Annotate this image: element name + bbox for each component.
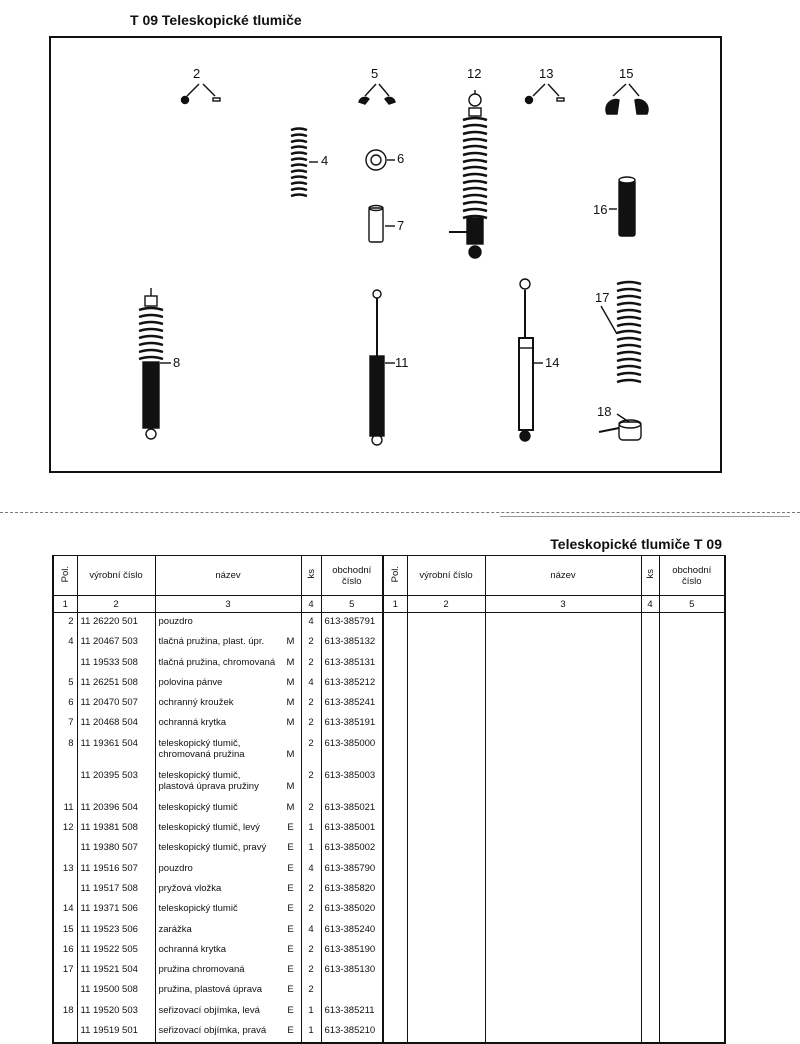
cell-obchodni: 613-385002 bbox=[321, 839, 383, 859]
header-ks: ks bbox=[301, 556, 321, 596]
table-row bbox=[53, 921, 725, 941]
column-number: 5 bbox=[321, 596, 383, 613]
group-code: E bbox=[287, 903, 294, 915]
cell-vyrobni: 11 20468 504 bbox=[77, 714, 155, 734]
cell-empty bbox=[659, 839, 725, 859]
group-code: M bbox=[286, 636, 295, 648]
header-obchodni-right: obchodní číslo bbox=[659, 556, 725, 596]
cell-empty bbox=[383, 900, 407, 920]
cell-vyrobni: 11 26220 501 bbox=[77, 613, 155, 634]
group-code: M bbox=[286, 748, 295, 760]
cell-ks: 4 bbox=[301, 613, 321, 634]
cell-empty bbox=[383, 941, 407, 961]
cell-empty bbox=[383, 1022, 407, 1043]
cell-empty bbox=[485, 735, 641, 767]
cell-pol: 16 bbox=[53, 941, 77, 961]
cell-nazev: teleskopický tlumič, plastová úprava pružiny M bbox=[155, 767, 301, 799]
cell-empty bbox=[641, 981, 659, 1001]
group-code bbox=[284, 616, 298, 627]
table-row bbox=[53, 714, 725, 734]
cell-vyrobni: 11 20396 504 bbox=[77, 799, 155, 819]
cell-empty bbox=[407, 694, 485, 714]
cell-empty bbox=[485, 633, 641, 653]
cell-vyrobni: 11 19522 505 bbox=[77, 941, 155, 961]
cell-empty bbox=[641, 613, 659, 634]
cell-empty bbox=[407, 1002, 485, 1022]
cell-obchodni: 613-385021 bbox=[321, 799, 383, 819]
table-row bbox=[53, 613, 725, 634]
table-row bbox=[53, 900, 725, 920]
cell-nazev: teleskopický tlumič E bbox=[155, 900, 301, 920]
callout-17: 17 bbox=[595, 290, 610, 305]
column-number: 3 bbox=[485, 596, 641, 613]
cell-empty bbox=[407, 860, 485, 880]
callout-8: 8 bbox=[173, 355, 181, 370]
header-nazev-right: název bbox=[485, 556, 641, 596]
callout-5: 5 bbox=[371, 66, 379, 81]
callout-6: 6 bbox=[397, 151, 405, 166]
cell-vyrobni: 11 19520 503 bbox=[77, 1002, 155, 1022]
cell-obchodni: 613-385020 bbox=[321, 900, 383, 920]
cell-empty bbox=[407, 981, 485, 1001]
table-row bbox=[53, 860, 725, 880]
cell-empty bbox=[659, 613, 725, 634]
cell-nazev: tlačná pružina, chromovaná M bbox=[155, 654, 301, 674]
group-code: E bbox=[287, 842, 294, 854]
cell-obchodni: 613-385130 bbox=[321, 961, 383, 981]
parts-illustration bbox=[51, 38, 724, 475]
cell-nazev: seřizovací objímka, pravá E bbox=[155, 1022, 301, 1043]
group-code: M bbox=[286, 697, 295, 709]
cell-pol: 13 bbox=[53, 860, 77, 880]
cell-nazev: teleskopický tlumič M bbox=[155, 799, 301, 819]
cell-empty bbox=[659, 941, 725, 961]
cell-vyrobni: 11 19517 508 bbox=[77, 880, 155, 900]
cell-nazev: ochranná krytka E bbox=[155, 941, 301, 961]
cell-empty bbox=[485, 1002, 641, 1022]
cell-ks: 2 bbox=[301, 981, 321, 1001]
cell-empty bbox=[383, 1002, 407, 1022]
cell-vyrobni: 11 19516 507 bbox=[77, 860, 155, 880]
cell-obchodni: 613-385001 bbox=[321, 819, 383, 839]
cell-empty bbox=[641, 674, 659, 694]
cell-vyrobni: 11 19371 506 bbox=[77, 900, 155, 920]
cell-empty bbox=[407, 900, 485, 920]
group-code: E bbox=[287, 984, 294, 996]
cell-empty bbox=[641, 1002, 659, 1022]
cell-empty bbox=[383, 839, 407, 859]
cell-ks: 2 bbox=[301, 735, 321, 767]
table-row bbox=[53, 654, 725, 674]
group-code: M bbox=[286, 801, 295, 813]
cell-empty bbox=[485, 767, 641, 799]
table-row bbox=[53, 819, 725, 839]
cell-vyrobni: 11 19523 506 bbox=[77, 921, 155, 941]
cell-empty bbox=[407, 961, 485, 981]
cell-empty bbox=[407, 941, 485, 961]
cell-ks: 2 bbox=[301, 633, 321, 653]
cell-empty bbox=[485, 900, 641, 920]
group-code: E bbox=[287, 822, 294, 834]
cell-empty bbox=[641, 900, 659, 920]
column-number: 3 bbox=[155, 596, 301, 613]
cell-empty bbox=[407, 921, 485, 941]
cell-pol: 7 bbox=[53, 714, 77, 734]
cell-ks: 4 bbox=[301, 674, 321, 694]
callout-18: 18 bbox=[597, 404, 612, 419]
header-vyrobni-right: výrobní číslo bbox=[407, 556, 485, 596]
callout-15: 15 bbox=[619, 66, 634, 81]
cell-nazev: ochranná krytka M bbox=[155, 714, 301, 734]
cell-empty bbox=[641, 839, 659, 859]
cell-empty bbox=[407, 880, 485, 900]
cell-obchodni: 613-385000 bbox=[321, 735, 383, 767]
cell-empty bbox=[383, 633, 407, 653]
cell-empty bbox=[641, 941, 659, 961]
cell-empty bbox=[485, 613, 641, 634]
cell-pol: 18 bbox=[53, 1002, 77, 1022]
cell-pol: 5 bbox=[53, 674, 77, 694]
table-row bbox=[53, 694, 725, 714]
cell-ks: 4 bbox=[301, 921, 321, 941]
group-code: M bbox=[286, 717, 295, 729]
table-row bbox=[53, 981, 725, 1001]
cell-nazev: pryžová vložka E bbox=[155, 880, 301, 900]
column-number: 2 bbox=[407, 596, 485, 613]
table-row bbox=[53, 633, 725, 653]
group-code: M bbox=[286, 656, 295, 668]
cell-nazev: teleskopický tlumič, chromovaná pružina M bbox=[155, 735, 301, 767]
parts-table-body bbox=[53, 613, 725, 1044]
cell-empty bbox=[383, 860, 407, 880]
cell-obchodni: 613-385212 bbox=[321, 674, 383, 694]
cell-empty bbox=[659, 694, 725, 714]
cell-vyrobni: 11 19519 501 bbox=[77, 1022, 155, 1043]
cell-empty bbox=[641, 799, 659, 819]
cell-empty bbox=[641, 819, 659, 839]
cell-empty bbox=[485, 981, 641, 1001]
cell-vyrobni: 11 20470 507 bbox=[77, 694, 155, 714]
cell-empty bbox=[659, 880, 725, 900]
callout-7: 7 bbox=[397, 218, 405, 233]
header-nazev: název bbox=[155, 556, 301, 596]
cell-obchodni: 613-385191 bbox=[321, 714, 383, 734]
cell-empty bbox=[485, 694, 641, 714]
cell-ks: 2 bbox=[301, 714, 321, 734]
cell-empty bbox=[659, 900, 725, 920]
cell-obchodni: 613-385131 bbox=[321, 654, 383, 674]
cell-empty bbox=[383, 735, 407, 767]
cell-empty bbox=[659, 799, 725, 819]
group-code: E bbox=[287, 882, 294, 894]
cell-empty bbox=[659, 674, 725, 694]
cell-empty bbox=[383, 654, 407, 674]
cell-empty bbox=[383, 981, 407, 1001]
cell-empty bbox=[485, 799, 641, 819]
cell-obchodni: 613-385241 bbox=[321, 694, 383, 714]
column-number: 4 bbox=[301, 596, 321, 613]
cell-empty bbox=[659, 654, 725, 674]
cell-empty bbox=[407, 613, 485, 634]
cell-ks: 1 bbox=[301, 839, 321, 859]
table-row bbox=[53, 674, 725, 694]
cell-empty bbox=[485, 654, 641, 674]
cell-pol: 8 bbox=[53, 735, 77, 767]
cell-empty bbox=[659, 735, 725, 767]
cell-empty bbox=[383, 767, 407, 799]
cell-vyrobni: 11 19381 508 bbox=[77, 819, 155, 839]
cell-empty bbox=[485, 941, 641, 961]
callout-12: 12 bbox=[467, 66, 482, 81]
cell-empty bbox=[383, 921, 407, 941]
cell-pol bbox=[53, 1022, 77, 1043]
cell-obchodni: 613-385003 bbox=[321, 767, 383, 799]
cell-pol: 2 bbox=[53, 613, 77, 634]
cell-empty bbox=[641, 767, 659, 799]
callout-2: 2 bbox=[193, 66, 201, 81]
cell-empty bbox=[641, 694, 659, 714]
header-ks-right: ks bbox=[641, 556, 659, 596]
cell-pol bbox=[53, 981, 77, 1001]
page-title: T 09 Teleskopické tlumiče bbox=[130, 12, 302, 28]
cell-pol bbox=[53, 839, 77, 859]
page-cut-line bbox=[0, 512, 800, 513]
cell-empty bbox=[641, 1022, 659, 1043]
cell-pol: 12 bbox=[53, 819, 77, 839]
cell-ks: 2 bbox=[301, 694, 321, 714]
cell-empty bbox=[485, 860, 641, 880]
cell-ks: 2 bbox=[301, 961, 321, 981]
cell-nazev: pružina, plastová úprava E bbox=[155, 981, 301, 1001]
cell-empty bbox=[407, 735, 485, 767]
cell-empty bbox=[659, 1002, 725, 1022]
cell-ks: 2 bbox=[301, 880, 321, 900]
cell-empty bbox=[485, 1022, 641, 1043]
cell-vyrobni: 11 26251 508 bbox=[77, 674, 155, 694]
cell-empty bbox=[641, 921, 659, 941]
cell-empty bbox=[383, 799, 407, 819]
cell-obchodni: 613-385190 bbox=[321, 941, 383, 961]
cell-obchodni: 613-385791 bbox=[321, 613, 383, 634]
cell-empty bbox=[407, 654, 485, 674]
group-code: M bbox=[286, 676, 295, 688]
table-row bbox=[53, 880, 725, 900]
cell-pol bbox=[53, 880, 77, 900]
cell-obchodni: 613-385210 bbox=[321, 1022, 383, 1043]
callout-14: 14 bbox=[545, 355, 560, 370]
cell-empty bbox=[383, 613, 407, 634]
header-vyrobni: výrobní číslo bbox=[77, 556, 155, 596]
table-row bbox=[53, 1022, 725, 1043]
cell-obchodni: 613-385820 bbox=[321, 880, 383, 900]
cell-empty bbox=[407, 714, 485, 734]
table-row bbox=[53, 961, 725, 981]
cell-empty bbox=[659, 921, 725, 941]
cell-vyrobni: 11 19521 504 bbox=[77, 961, 155, 981]
cell-nazev: tlačná pružina, plast. úpr. M bbox=[155, 633, 301, 653]
cell-empty bbox=[383, 674, 407, 694]
cell-empty bbox=[485, 714, 641, 734]
cell-nazev: polovina pánve M bbox=[155, 674, 301, 694]
cell-obchodni bbox=[321, 981, 383, 1001]
cell-empty bbox=[659, 714, 725, 734]
header-obchodni: obchodní číslo bbox=[321, 556, 383, 596]
cell-empty bbox=[659, 981, 725, 1001]
exploded-parts-diagram bbox=[49, 36, 722, 473]
cell-pol: 4 bbox=[53, 633, 77, 653]
cell-nazev: pružina chromovaná E bbox=[155, 961, 301, 981]
cell-nazev: pouzdro bbox=[155, 613, 301, 634]
callout-13: 13 bbox=[539, 66, 554, 81]
cell-vyrobni: 11 19361 504 bbox=[77, 735, 155, 767]
cell-empty bbox=[659, 767, 725, 799]
group-code: E bbox=[287, 964, 294, 976]
cell-ks: 4 bbox=[301, 860, 321, 880]
group-code: E bbox=[287, 1004, 294, 1016]
cell-empty bbox=[641, 633, 659, 653]
header-pol-right: Pol. bbox=[383, 556, 407, 596]
group-code: E bbox=[287, 1025, 294, 1037]
cell-empty bbox=[383, 694, 407, 714]
cell-empty bbox=[407, 767, 485, 799]
table-row bbox=[53, 799, 725, 819]
cell-empty bbox=[641, 880, 659, 900]
cell-empty bbox=[407, 674, 485, 694]
cell-ks: 2 bbox=[301, 767, 321, 799]
cell-pol: 17 bbox=[53, 961, 77, 981]
cell-pol: 6 bbox=[53, 694, 77, 714]
cell-nazev: teleskopický tlumič, levý E bbox=[155, 819, 301, 839]
group-code: E bbox=[287, 862, 294, 874]
table-row bbox=[53, 735, 725, 767]
header-pol: Pol. bbox=[53, 556, 77, 596]
cell-empty bbox=[383, 714, 407, 734]
cell-nazev: seřizovací objímka, levá E bbox=[155, 1002, 301, 1022]
cell-empty bbox=[659, 633, 725, 653]
column-number: 2 bbox=[77, 596, 155, 613]
cell-empty bbox=[485, 880, 641, 900]
table-row bbox=[53, 1002, 725, 1022]
cell-empty bbox=[407, 633, 485, 653]
cell-vyrobni: 11 19533 508 bbox=[77, 654, 155, 674]
cell-ks: 1 bbox=[301, 1022, 321, 1043]
cell-nazev: ochranný kroužek M bbox=[155, 694, 301, 714]
page-cut-line-2 bbox=[500, 516, 790, 517]
table-row bbox=[53, 839, 725, 859]
column-number: 5 bbox=[659, 596, 725, 613]
cell-empty bbox=[485, 961, 641, 981]
cell-empty bbox=[659, 819, 725, 839]
cell-empty bbox=[383, 819, 407, 839]
cell-empty bbox=[383, 961, 407, 981]
cell-empty bbox=[641, 961, 659, 981]
cell-empty bbox=[383, 880, 407, 900]
table-header-row bbox=[53, 556, 725, 596]
cell-ks: 2 bbox=[301, 654, 321, 674]
callout-11: 11 bbox=[395, 355, 409, 370]
cell-obchodni: 613-385790 bbox=[321, 860, 383, 880]
cell-nazev: pouzdro E bbox=[155, 860, 301, 880]
column-number: 1 bbox=[53, 596, 77, 613]
cell-pol: 11 bbox=[53, 799, 77, 819]
cell-empty bbox=[407, 799, 485, 819]
cell-empty bbox=[659, 961, 725, 981]
callout-16: 16 bbox=[593, 202, 608, 217]
spring-4 bbox=[291, 129, 307, 197]
callout-4: 4 bbox=[321, 153, 329, 168]
cell-ks: 2 bbox=[301, 941, 321, 961]
cell-ks: 1 bbox=[301, 819, 321, 839]
cell-empty bbox=[659, 1022, 725, 1043]
cell-ks: 2 bbox=[301, 799, 321, 819]
column-number-row bbox=[53, 596, 725, 613]
cell-nazev: zarážka E bbox=[155, 921, 301, 941]
cell-ks: 1 bbox=[301, 1002, 321, 1022]
group-code: E bbox=[287, 943, 294, 955]
column-number: 1 bbox=[383, 596, 407, 613]
table-row bbox=[53, 941, 725, 961]
group-code: E bbox=[287, 923, 294, 935]
cell-pol bbox=[53, 654, 77, 674]
cell-vyrobni: 11 20467 503 bbox=[77, 633, 155, 653]
cell-empty bbox=[485, 921, 641, 941]
cell-vyrobni: 11 19500 508 bbox=[77, 981, 155, 1001]
column-number: 4 bbox=[641, 596, 659, 613]
cell-ks: 2 bbox=[301, 900, 321, 920]
cell-empty bbox=[407, 819, 485, 839]
table-title: Teleskopické tlumiče T 09 bbox=[550, 536, 722, 552]
cell-empty bbox=[485, 839, 641, 859]
cell-obchodni: 613-385132 bbox=[321, 633, 383, 653]
cell-vyrobni: 11 19380 507 bbox=[77, 839, 155, 859]
table-row bbox=[53, 767, 725, 799]
cell-pol: 14 bbox=[53, 900, 77, 920]
group-code: M bbox=[286, 780, 295, 792]
cell-empty bbox=[485, 674, 641, 694]
cell-empty bbox=[641, 735, 659, 767]
cell-pol bbox=[53, 767, 77, 799]
cell-empty bbox=[659, 860, 725, 880]
cell-vyrobni: 11 20395 503 bbox=[77, 767, 155, 799]
cell-obchodni: 613-385211 bbox=[321, 1002, 383, 1022]
cell-empty bbox=[641, 860, 659, 880]
cell-empty bbox=[641, 654, 659, 674]
cell-nazev: teleskopický tlumič, pravý E bbox=[155, 839, 301, 859]
parts-table bbox=[52, 555, 726, 1044]
cell-empty bbox=[641, 714, 659, 734]
cell-obchodni: 613-385240 bbox=[321, 921, 383, 941]
cell-empty bbox=[485, 819, 641, 839]
cell-empty bbox=[407, 839, 485, 859]
cell-pol: 15 bbox=[53, 921, 77, 941]
cell-empty bbox=[407, 1022, 485, 1043]
